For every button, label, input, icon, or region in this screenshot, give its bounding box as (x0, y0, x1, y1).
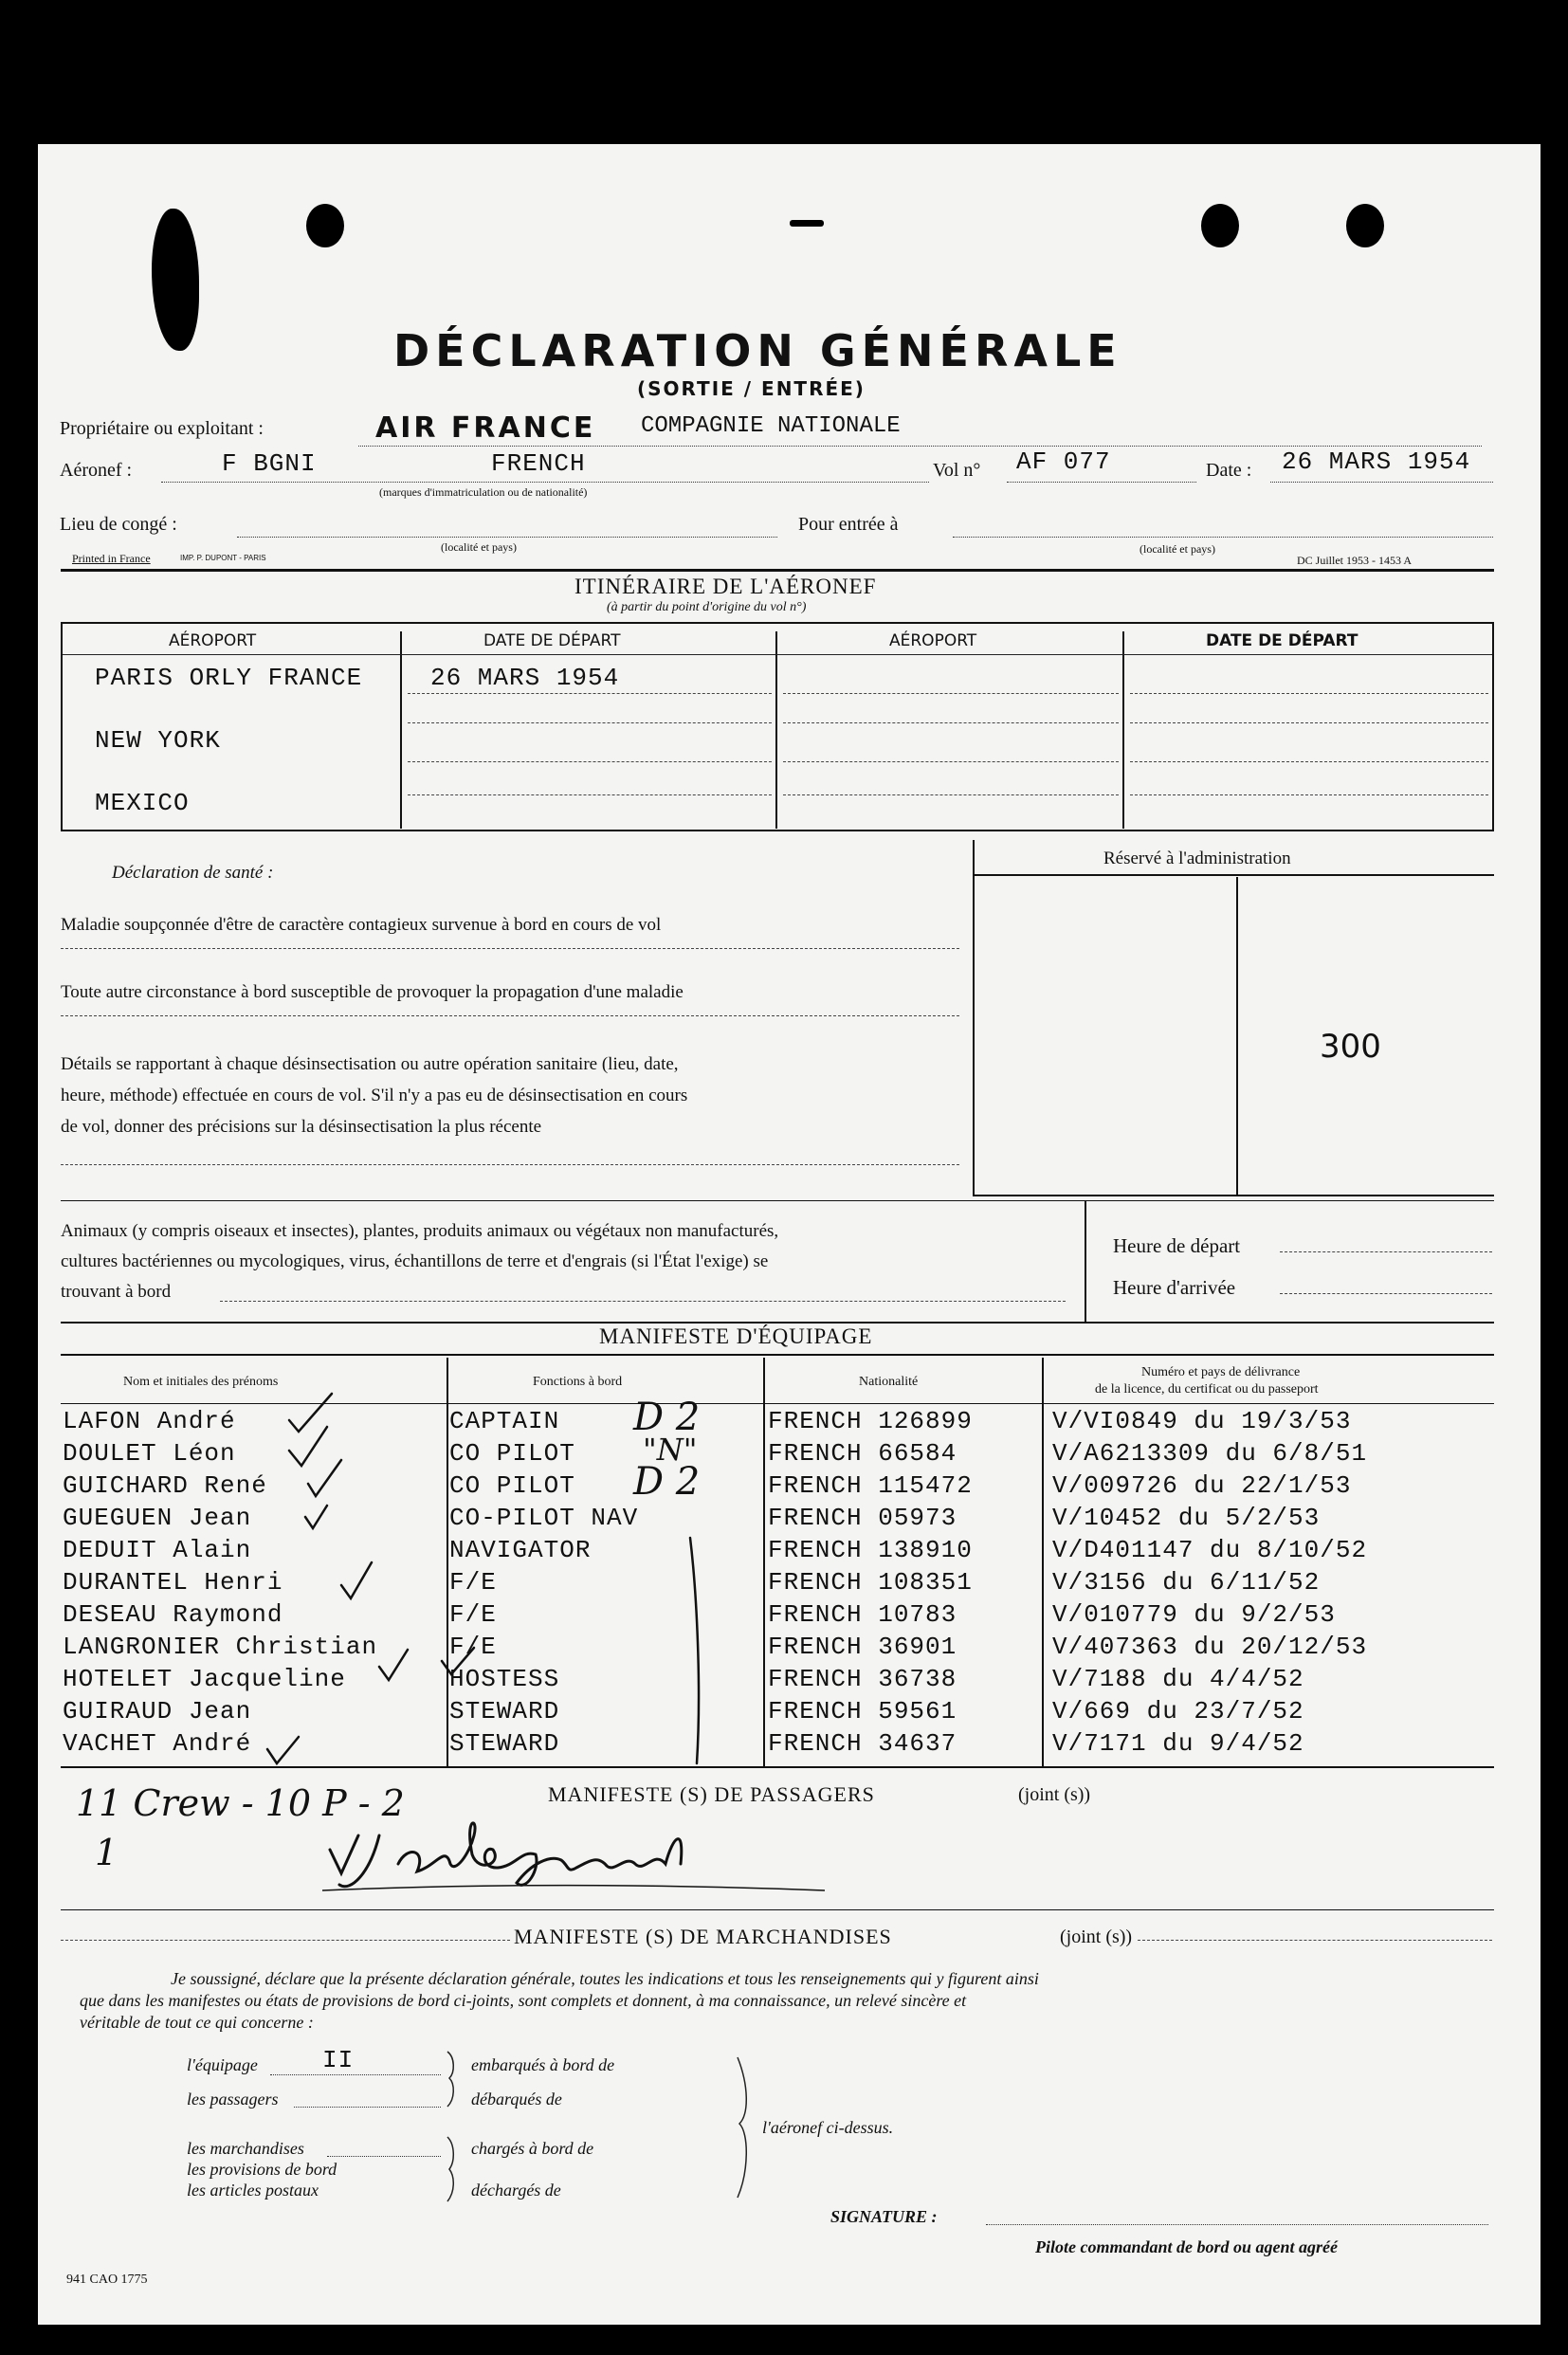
crew-row-1-nationality: FRENCH 126899 (768, 1407, 973, 1435)
crew-row-6-name: DURANTEL Henri (63, 1568, 283, 1597)
handwritten-crew-count: 11 Crew - 10 P - 2 (76, 1782, 405, 1824)
declaration-passengers-label: les passagers (187, 2090, 279, 2109)
crew-row-7-function: F/E (449, 1600, 497, 1629)
aircraft-label: Aéronef : (60, 460, 133, 481)
operator-value-airline: AIR FRANCE (375, 411, 596, 445)
crew-row-11-name: VACHET André (63, 1729, 252, 1758)
crew-row-4-license: V/10452 du 5/2/53 (1052, 1504, 1321, 1532)
arrival-time-label: Heure d'arrivée (1113, 1276, 1236, 1299)
footer-code: 941 CAO 1775 (66, 2273, 148, 2287)
crew-row-7-name: DESEAU Raymond (63, 1600, 283, 1629)
crew-row-6-function: F/E (449, 1568, 497, 1597)
crew-header-license-2: de la licence, du certificat ou du passeport (1095, 1382, 1319, 1397)
place-hint-left: (localité et pays) (441, 540, 517, 554)
goods-title: MANIFESTE (S) DE MARCHANDISES (514, 1925, 892, 1948)
crew-row-3-license: V/009726 du 22/1/53 (1052, 1471, 1352, 1500)
crew-row-1-name: LAFON André (63, 1407, 236, 1435)
crew-row-3-function: CO PILOT (449, 1471, 575, 1500)
date-label: Date : (1206, 460, 1252, 481)
crew-row-7-nationality: FRENCH 10783 (768, 1600, 957, 1629)
crew-row-9-name: HOTELET Jacqueline (63, 1665, 346, 1693)
itinerary-row-1-date: 26 MARS 1954 (430, 664, 620, 692)
declaration-line-3: véritable de tout ce qui concerne : (80, 2013, 314, 2032)
itinerary-row-2-airport: NEW YORK (95, 726, 221, 755)
crew-row-1-function: CAPTAIN (449, 1407, 560, 1435)
crew-header-nationality: Nationalité (859, 1375, 919, 1389)
itinerary-title: ITINÉRAIRE DE L'AÉRONEF (574, 575, 877, 598)
crew-annotation-copilot: "N" (643, 1432, 698, 1468)
date-value: 26 MARS 1954 (1282, 447, 1471, 476)
aircraft-nationality: FRENCH (491, 449, 586, 478)
itinerary-header-airport-2: AÉROPORT (889, 631, 977, 650)
crew-header-function: Fonctions à bord (533, 1375, 623, 1389)
departure-place-label: Lieu de congé : (60, 514, 177, 535)
health-line-3a: Détails se rapportant à chaque désinsectisation ou autre opération sanitaire (lieu, date, (61, 1054, 679, 1074)
crew-row-11-license: V/7171 du 9/4/52 (1052, 1729, 1304, 1758)
crew-header-name: Nom et initiales des prénoms (123, 1375, 279, 1389)
crew-row-8-function: F/E (449, 1633, 497, 1661)
itinerary-subtitle: (à partir du point d'origine du vol n°) (607, 600, 807, 614)
animals-line-2: cultures bactériennes ou mycologiques, virus, échantillons de terre et d'engrais (si l'État l'exige) se (61, 1251, 769, 1271)
declaration-provisions-label: les provisions de bord (187, 2160, 337, 2179)
crew-row-11-function: STEWARD (449, 1729, 560, 1758)
crew-row-9-license: V/7188 du 4/4/52 (1052, 1665, 1304, 1693)
crew-row-3-name: GUICHARD René (63, 1471, 267, 1500)
crew-row-4-name: GUEGUEN Jean (63, 1504, 252, 1532)
departure-time-label: Heure de départ (1113, 1234, 1241, 1257)
crew-row-8-name: LANGRONIER Christian (63, 1633, 378, 1661)
form-title: DÉCLARATION GÉNÉRALE (393, 325, 1122, 376)
declaration-goods-label: les marchandises (187, 2139, 304, 2158)
declaration-aircraft-above: l'aéronef ci-dessus. (762, 2118, 894, 2137)
crew-row-9-nationality: FRENCH 36738 (768, 1665, 957, 1693)
declaration-postal-label: les articles postaux (187, 2181, 319, 2200)
crew-row-6-nationality: FRENCH 108351 (768, 1568, 973, 1597)
crew-row-4-nationality: FRENCH 05973 (768, 1504, 957, 1532)
crew-row-2-name: DOULET Léon (63, 1439, 236, 1468)
itinerary-row-3-airport: MEXICO (95, 789, 190, 817)
crew-row-2-function: CO PILOT (449, 1439, 575, 1468)
crew-row-4-function: CO-PILOT NAV (449, 1504, 639, 1532)
printed-in: Printed in France (72, 552, 151, 565)
flight-number: AF 077 (1016, 447, 1111, 476)
crew-row-2-license: V/A6213309 du 6/8/51 (1052, 1439, 1368, 1468)
crew-annotation-copilot-2: D 2 (633, 1460, 701, 1504)
health-title: Déclaration de santé : (112, 863, 274, 883)
operator-value-company: COMPAGNIE NATIONALE (641, 413, 901, 439)
crew-row-10-name: GUIRAUD Jean (63, 1697, 252, 1725)
crew-row-10-license: V/669 du 23/7/52 (1052, 1697, 1304, 1725)
crew-row-8-nationality: FRENCH 36901 (768, 1633, 957, 1661)
health-line-1: Maladie soupçonnée d'être de caractère contagieux survenue à bord en cours de vol (61, 915, 662, 935)
crew-row-3-nationality: FRENCH 115472 (768, 1471, 973, 1500)
crew-row-9-function: HOSTESS (449, 1665, 560, 1693)
admin-number: 300 (1320, 1028, 1381, 1066)
bound-for-label: Pour entrée à (798, 514, 899, 535)
crew-row-5-license: V/D401147 du 8/10/52 (1052, 1536, 1368, 1564)
goods-joint: (joint (s)) (1060, 1926, 1133, 1947)
crew-title: MANIFESTE D'ÉQUIPAGE (599, 1324, 873, 1348)
declaration-crew-value: II (322, 2046, 355, 2074)
operator-label: Propriétaire ou exploitant : (60, 418, 264, 439)
declaration-loaded: chargés à bord de (471, 2139, 594, 2158)
crew-row-7-license: V/010779 du 9/2/53 (1052, 1600, 1336, 1629)
itinerary-row-1-airport: PARIS ORLY FRANCE (95, 664, 363, 692)
crew-row-2-nationality: FRENCH 66584 (768, 1439, 957, 1468)
crew-row-5-name: DEDUIT Alain (63, 1536, 252, 1564)
printer-name: IMP. P. DUPONT - PARIS (180, 554, 266, 562)
form-subtitle: (SORTIE / ENTRÉE) (637, 377, 866, 400)
passengers-joint: (joint (s)) (1018, 1784, 1091, 1805)
admin-title: Réservé à l'administration (1103, 849, 1291, 868)
crew-row-5-function: NAVIGATOR (449, 1536, 592, 1564)
crew-row-10-function: STEWARD (449, 1697, 560, 1725)
declaration-crew-label: l'équipage (187, 2055, 258, 2074)
aircraft-hint: (marques d'immatriculation ou de nationalité) (379, 485, 588, 499)
crew-row-10-nationality: FRENCH 59561 (768, 1697, 957, 1725)
form-ref: DC Juillet 1953 - 1453 A (1297, 554, 1413, 567)
handwritten-mark: 1 (95, 1832, 119, 1873)
animals-line-3: trouvant à bord (61, 1282, 172, 1302)
declaration-disembarked: débarqués de (471, 2090, 562, 2109)
crew-row-11-nationality: FRENCH 34637 (768, 1729, 957, 1758)
itinerary-header-airport-1: AÉROPORT (169, 631, 257, 650)
signature-label: SIGNATURE : (830, 2207, 938, 2226)
crew-header-license-1: Numéro et pays de délivrance (1141, 1365, 1301, 1379)
crew-row-6-license: V/3156 du 6/11/52 (1052, 1568, 1321, 1597)
animals-line-1: Animaux (y compris oiseaux et insectes), plantes, produits animaux ou végétaux non manufacturés, (61, 1221, 779, 1241)
declaration-unloaded: déchargés de (471, 2181, 561, 2200)
itinerary-header-date-1: DATE DE DÉPART (483, 631, 621, 650)
signatory-label: Pilote commandant de bord ou agent agréé (1035, 2237, 1338, 2256)
health-line-3c: de vol, donner des précisions sur la désinsectisation la plus récente (61, 1117, 542, 1137)
health-line-3b: heure, méthode) effectuée en cours de vol. S'il n'y a pas eu de désinsectisation en cours (61, 1086, 688, 1105)
crew-row-5-nationality: FRENCH 138910 (768, 1536, 973, 1564)
declaration-embarked: embarqués à bord de (471, 2055, 615, 2074)
passengers-title: MANIFESTE (S) DE PASSAGERS (548, 1782, 875, 1806)
crew-row-1-license: V/VI0849 du 19/3/53 (1052, 1407, 1352, 1435)
declaration-line-2: que dans les manifestes ou états de provisions de bord ci-joints, sont complets et donnent, à ma connaissance, un relevé sincère et (80, 1991, 967, 2010)
health-line-2: Toute autre circonstance à bord susceptible de provoquer la propagation d'une maladie (61, 982, 684, 1002)
place-hint-right: (localité et pays) (1140, 542, 1215, 556)
flight-label: Vol n° (933, 460, 981, 481)
declaration-line-1: Je soussigné, déclare que la présente déclaration générale, toutes les indications et tous les renseignements qui y figurent ainsi (171, 1969, 1039, 1988)
itinerary-header-date-2: DATE DE DÉPART (1206, 631, 1358, 650)
crew-row-8-license: V/407363 du 20/12/53 (1052, 1633, 1368, 1661)
crew-annotation-captain: D 2 (633, 1396, 701, 1439)
aircraft-registration: F BGNI (222, 449, 317, 478)
